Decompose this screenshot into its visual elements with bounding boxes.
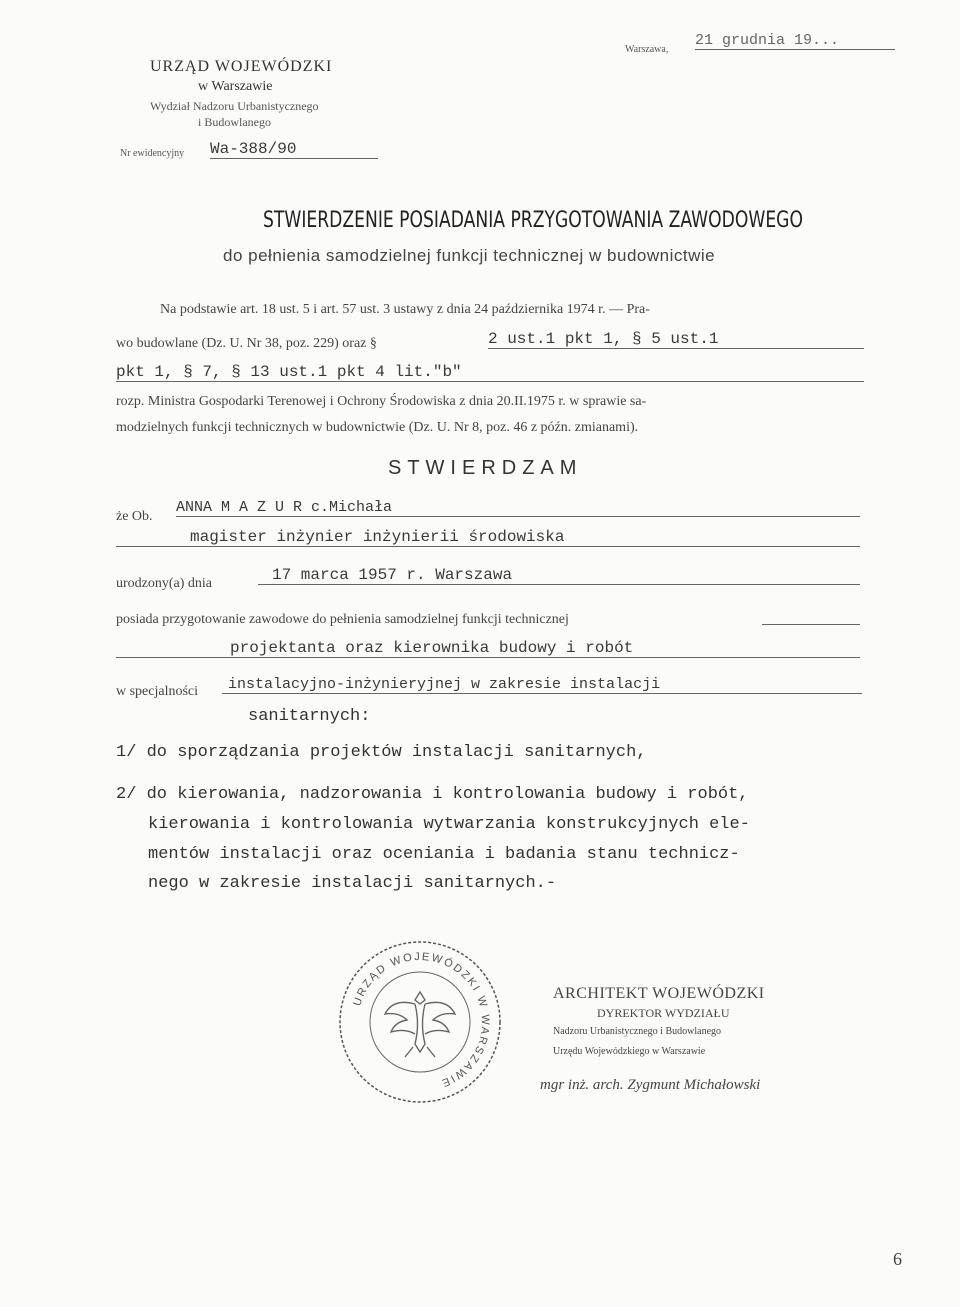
evidence-number: Wa-388/90 <box>210 140 378 159</box>
item-2-line-3: mentów instalacji oraz oceniania i badania stanu technicz- <box>148 845 740 864</box>
specialty-value-2: sanitarnych: <box>248 707 371 726</box>
place-label: Warszawa, <box>625 44 669 55</box>
born-label: urodzony(a) dnia <box>116 576 213 591</box>
stamp-line-1: ARCHITEKT WOJEWÓDZKI <box>553 985 765 1002</box>
document-subtitle: do pełnienia samodzielnej funkcji technicznej w budownictwie <box>223 246 716 265</box>
specialty-label: w specjalności <box>116 684 199 699</box>
eagle-emblem <box>385 992 455 1057</box>
basis-paragraph-fill: 2 ust.1 pkt 1, § 5 ust.1 <box>488 330 864 349</box>
item-2-line-2: kierowania i kontrolowania wytwarzania konstrukcyjnych ele- <box>148 815 750 834</box>
issue-date: 21 grudnia 19... <box>695 32 895 50</box>
qualification-role: projektanta oraz kierownika budowy i robót <box>116 639 860 658</box>
qualification-underline <box>762 624 860 625</box>
basis-line-1: Na podstawie art. 18 ust. 5 i art. 57 ust. 3 ustawy z dnia 24 października 1974 r. — Pra- <box>160 302 650 317</box>
person-name: ANNA M A Z U R c.Michała <box>176 499 860 517</box>
item-1: 1/ do sporządzania projektów instalacji sanitarnych, <box>116 743 647 762</box>
item-2-line-1: 2/ do kierowania, nadzorowania i kontrolowania budowy i robót, <box>116 785 749 804</box>
office-department: Wydział Nadzoru Urbanistycznego <box>150 99 319 113</box>
qualification-line-1: posiada przygotowanie zawodowe do pełnienia samodzielnej funkcji technicznej <box>116 612 569 627</box>
signatory-name: mgr inż. arch. Zygmunt Michałowski <box>540 1077 761 1093</box>
basis-paragraph-fill-2: pkt 1, § 7, § 13 ust.1 pkt 4 lit."b" <box>116 363 864 382</box>
specialty-value: instalacyjno-inżynieryjnej w zakresie instalacji <box>222 676 862 694</box>
official-seal <box>335 937 505 1107</box>
office-department-2: i Budowlanego <box>198 115 271 129</box>
stamp-line-2: DYREKTOR WYDZIAŁU <box>597 1006 730 1020</box>
document-title: STWIERDZENIE POSIADANIA PRZYGOTOWANIA ZAWODOWEGO <box>263 208 803 233</box>
person-title: magister inżynier inżynierii środowiska <box>116 528 860 547</box>
office-name: URZĄD WOJEWÓDZKI <box>150 58 333 75</box>
page-number: 6 <box>893 1249 902 1269</box>
basis-line-5: modzielnych funkcji technicznych w budownictwie (Dz. U. Nr 8, poz. 46 z późn. zmianami). <box>116 420 639 435</box>
stamp-line-4: Urzędu Wojewódzkiego w Warszawie <box>553 1046 706 1057</box>
person-label: że Ob. <box>116 509 153 524</box>
item-2-line-4: nego w zakresie instalacji sanitarnych.- <box>148 874 557 893</box>
born-value: 17 marca 1957 r. Warszawa <box>258 566 860 585</box>
basis-line-4: rozp. Ministra Gospodarki Terenowej i Ochrony Środowiska z dnia 20.II.1975 r. w sprawie sa- <box>116 394 647 409</box>
stamp-line-3: Nadzoru Urbanistycznego i Budowlanego <box>553 1026 722 1037</box>
seal-text: URZĄD WOJEWÓDZKI W WARSZAWIE <box>351 950 492 1090</box>
evidence-label: Nr ewidencyjny <box>120 148 185 159</box>
basis-line-2-prefix: wo budowlane (Dz. U. Nr 38, poz. 229) oraz § <box>116 336 377 351</box>
declaration-heading: STWIERDZAM <box>388 457 583 479</box>
office-city: w Warszawie <box>198 79 273 94</box>
